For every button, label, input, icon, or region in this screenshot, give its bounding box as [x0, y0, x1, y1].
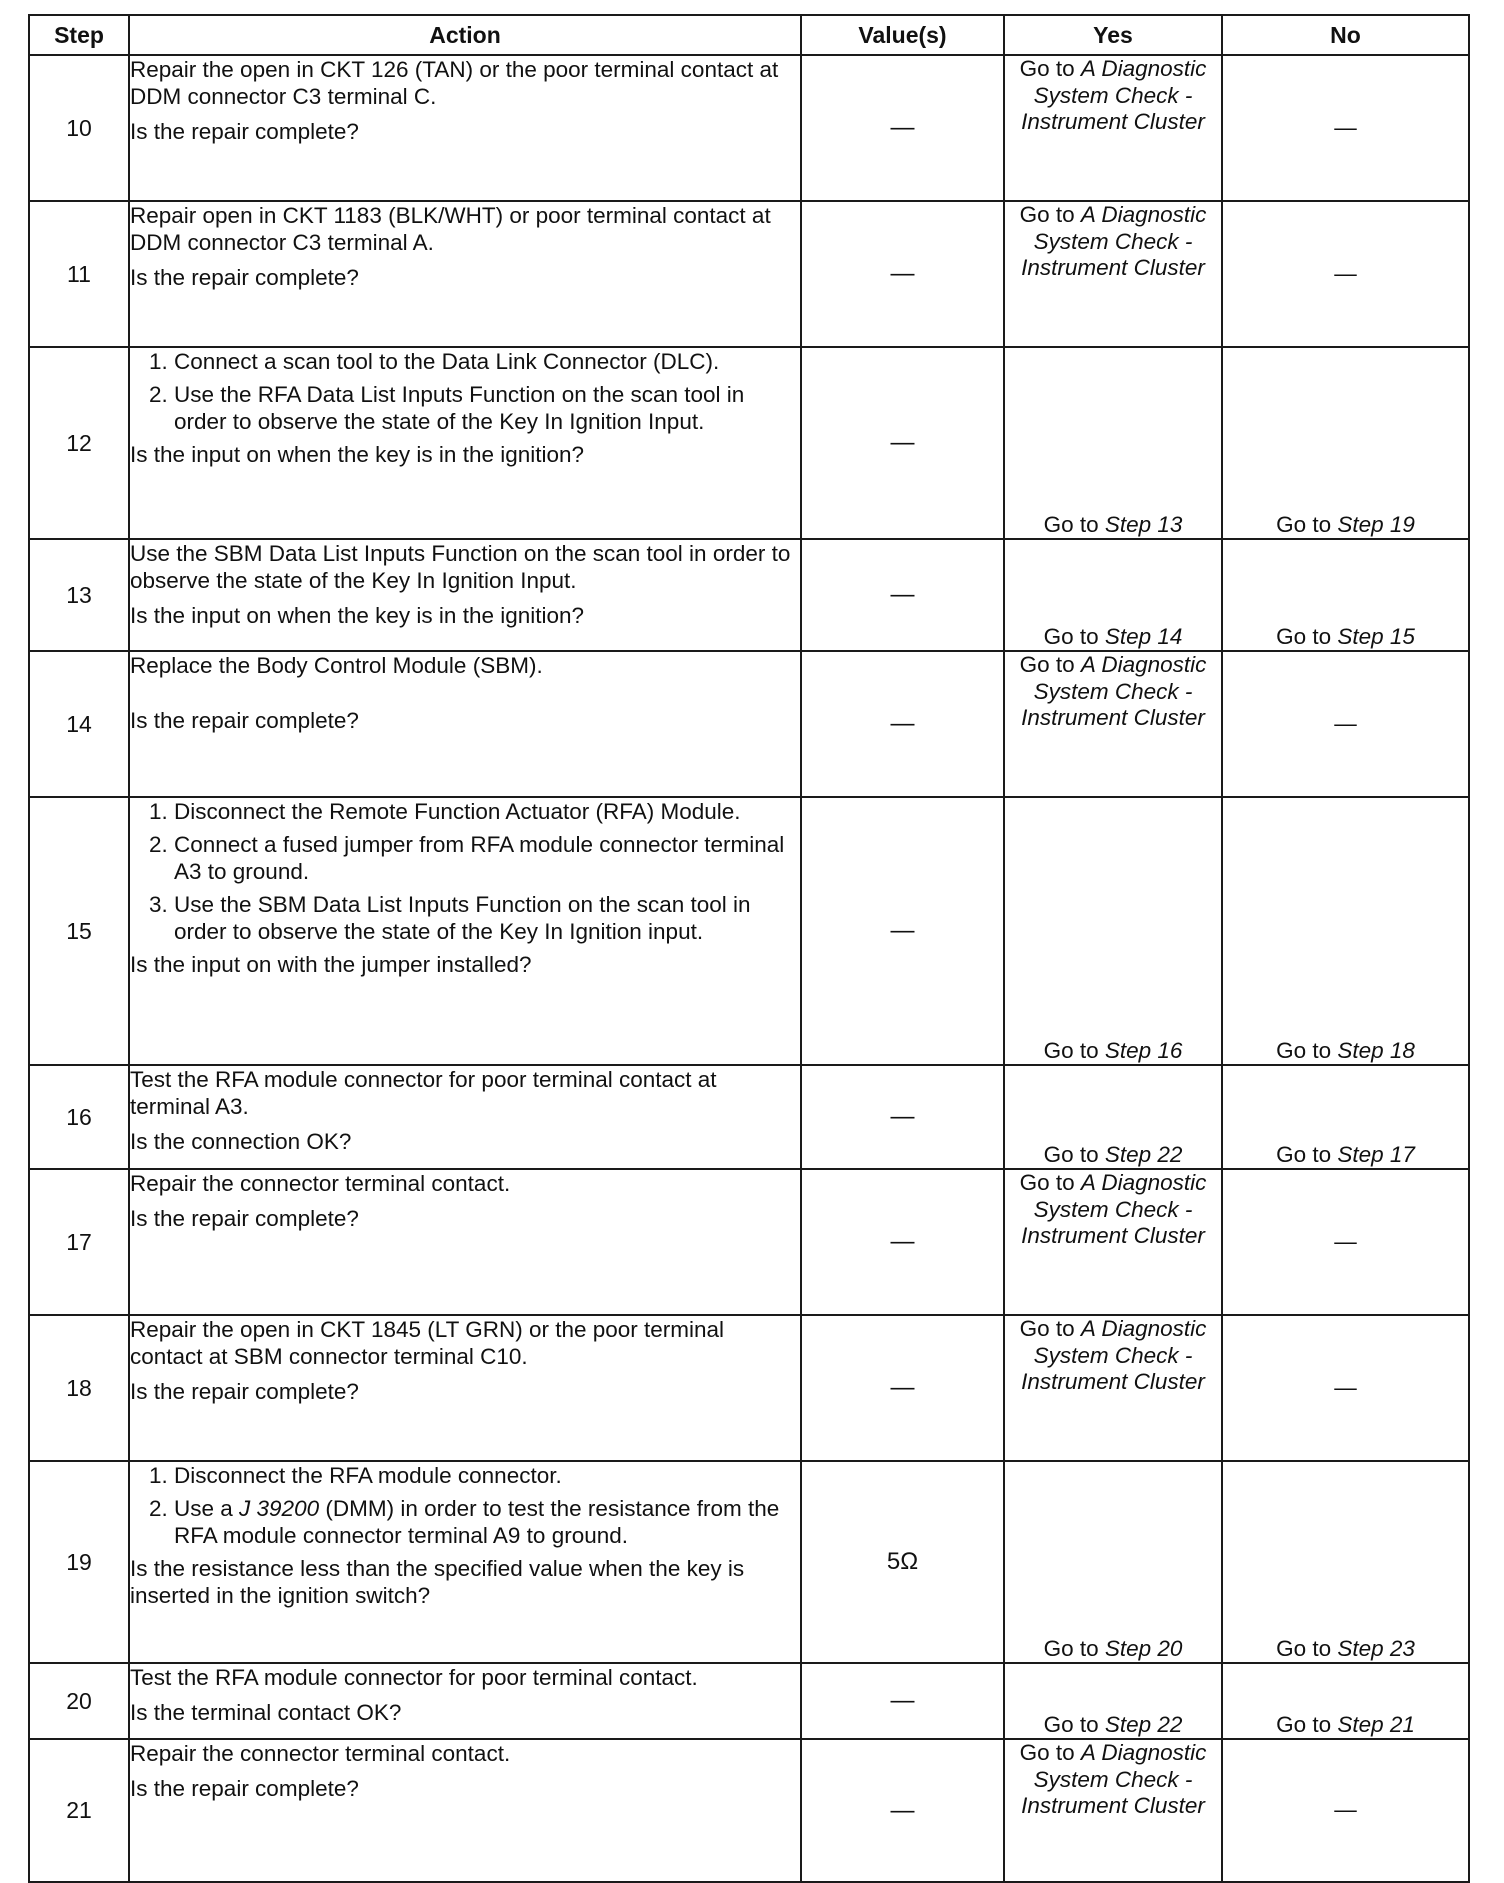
action-question: Is the repair complete? — [130, 119, 359, 144]
header-values: Value(s) — [801, 15, 1004, 55]
goto-prefix: Go to — [1019, 56, 1075, 81]
header-action: Action — [129, 15, 801, 55]
yes-cell — [1004, 55, 1222, 201]
no-cell — [1222, 1065, 1469, 1169]
table-row — [29, 1169, 1469, 1315]
goto-prefix: Go to — [1019, 1170, 1075, 1195]
goto-prefix: Go to — [1019, 652, 1075, 677]
no-cell — [1222, 1663, 1469, 1739]
goto-link[interactable]: Step 23 — [1337, 1635, 1415, 1661]
table-row — [29, 797, 1469, 1065]
goto-prefix: Go to — [1276, 1711, 1332, 1737]
substep — [174, 1462, 800, 1489]
action-cell — [129, 1315, 801, 1461]
action-question: Is the repair complete? — [130, 1206, 359, 1231]
action-cell — [129, 1461, 801, 1663]
goto-prefix: Go to — [1019, 202, 1075, 227]
action-question: Is the terminal contact OK? — [130, 1700, 402, 1725]
goto-prefix: Go to — [1043, 1635, 1099, 1661]
action-cell — [129, 1663, 801, 1739]
step-number: 11 — [29, 201, 129, 347]
no-cell — [1222, 347, 1469, 539]
goto-prefix: Go to — [1043, 1711, 1099, 1737]
action-question: Is the connection OK? — [130, 1129, 352, 1154]
goto-link[interactable]: Step 13 — [1104, 511, 1183, 537]
substep-list — [130, 798, 800, 945]
goto-prefix: Go to — [1276, 511, 1332, 537]
goto-link[interactable]: A Diagnostic System Check - Instrument Cluster — [1021, 652, 1207, 730]
action-cell — [129, 651, 801, 797]
yes-cell — [1004, 1663, 1222, 1739]
yes-cell — [1004, 1739, 1222, 1882]
action-cell — [129, 1065, 801, 1169]
goto-prefix: Go to — [1019, 1316, 1075, 1341]
table-row — [29, 201, 1469, 347]
step-number: 14 — [29, 651, 129, 797]
diagnostic-table — [28, 14, 1470, 1883]
step-number: 17 — [29, 1169, 129, 1315]
step-number: 21 — [29, 1739, 129, 1882]
goto-prefix: Go to — [1276, 1141, 1332, 1167]
goto-prefix: Go to — [1043, 1141, 1099, 1167]
substep-text: (DMM) in order to test the resistance from the RFA module connector terminal A9 to ground. — [174, 1496, 780, 1548]
table-header-row — [29, 15, 1469, 55]
action-cell — [129, 201, 801, 347]
substep: 2. Use the RFA Data List Inputs Function on the scan tool in order to observe the state of the Key In Ignition Input. — [174, 381, 800, 435]
tool-reference: J 39200 — [239, 1496, 320, 1521]
value-cell: 5Ω — [801, 1461, 1004, 1663]
goto-prefix: Go to — [1043, 511, 1099, 537]
table-row — [29, 1315, 1469, 1461]
action-question: Is the input on with the jumper installed? — [130, 952, 532, 977]
action-cell — [129, 797, 801, 1065]
step-number: 15 — [29, 797, 129, 1065]
yes-cell — [1004, 1315, 1222, 1461]
action-text: Repair the connector terminal contact. — [130, 1741, 511, 1766]
yes-cell — [1004, 539, 1222, 651]
table-row — [29, 651, 1469, 797]
goto-link[interactable]: Step 15 — [1337, 623, 1415, 649]
goto-link[interactable]: Step 17 — [1337, 1141, 1415, 1167]
value-cell: — — [801, 55, 1004, 201]
step-number: 12 — [29, 347, 129, 539]
goto-link[interactable]: A Diagnostic System Check - Instrument Cluster — [1021, 1170, 1207, 1248]
no-cell: — — [1222, 55, 1469, 201]
substep: 3. Use the SBM Data List Inputs Function on the scan tool in order to observe the state of the Key In Ignition input. — [174, 891, 800, 945]
action-cell — [129, 1169, 801, 1315]
substep-text: Use a — [174, 1496, 240, 1521]
no-cell — [1222, 539, 1469, 651]
action-cell — [129, 1739, 801, 1882]
goto-link[interactable]: Step 20 — [1104, 1635, 1183, 1661]
table-row — [29, 347, 1469, 539]
substep — [174, 1495, 800, 1549]
step-number: 10 — [29, 55, 129, 201]
no-cell: — — [1222, 1739, 1469, 1882]
table-row — [29, 1065, 1469, 1169]
action-text: Test the RFA module connector for poor terminal contact. — [130, 1665, 698, 1690]
action-question: Is the resistance less than the specified value when the key is inserted in the ignition switch? — [130, 1556, 745, 1608]
value-cell: — — [801, 1315, 1004, 1461]
action-text: Repair open in CKT 1183 (BLK/WHT) or poor terminal contact at DDM connector C3 terminal A. — [130, 203, 771, 255]
action-cell — [129, 347, 801, 539]
value-cell: — — [801, 201, 1004, 347]
goto-prefix: Go to — [1276, 1037, 1332, 1063]
action-cell — [129, 539, 801, 651]
goto-link[interactable]: A Diagnostic System Check - Instrument Cluster — [1021, 202, 1207, 280]
value-cell: — — [801, 797, 1004, 1065]
table-row — [29, 55, 1469, 201]
action-text: Repair the open in CKT 1845 (LT GRN) or the poor terminal contact at SBM connector terminal C10. — [130, 1317, 725, 1369]
action-text: Use the SBM Data List Inputs Function on the scan tool in order to observe the state of the Key In Ignition Input. — [130, 541, 791, 593]
step-number: 13 — [29, 539, 129, 651]
goto-link[interactable]: Step 16 — [1104, 1037, 1183, 1063]
goto-prefix: Go to — [1043, 1037, 1099, 1063]
header-no: No — [1222, 15, 1469, 55]
substep-list — [130, 1462, 800, 1549]
action-question: Is the repair complete? — [130, 1776, 359, 1801]
no-cell: — — [1222, 651, 1469, 797]
goto-link[interactable]: Step 21 — [1337, 1711, 1415, 1737]
yes-cell — [1004, 1169, 1222, 1315]
yes-cell — [1004, 651, 1222, 797]
goto-prefix: Go to — [1043, 623, 1099, 649]
step-number: 18 — [29, 1315, 129, 1461]
table-row — [29, 1663, 1469, 1739]
step-number: 16 — [29, 1065, 129, 1169]
action-text: Test the RFA module connector for poor terminal contact at terminal A3. — [130, 1067, 717, 1119]
no-cell: — — [1222, 201, 1469, 347]
goto-link[interactable]: Step 18 — [1337, 1037, 1415, 1063]
yes-cell — [1004, 347, 1222, 539]
no-cell: — — [1222, 1315, 1469, 1461]
header-yes: Yes — [1004, 15, 1222, 55]
value-cell: — — [801, 1663, 1004, 1739]
action-question: Is the repair complete? — [130, 265, 359, 290]
substep: 1. Connect a scan tool to the Data Link Connector (DLC). — [174, 348, 800, 375]
action-text: Replace the Body Control Module (SBM). — [130, 653, 543, 678]
goto-link[interactable]: A Diagnostic System Check - Instrument Cluster — [1021, 1316, 1207, 1394]
yes-cell — [1004, 797, 1222, 1065]
goto-link[interactable]: Step 14 — [1104, 623, 1183, 649]
goto-link[interactable]: A Diagnostic System Check - Instrument Cluster — [1021, 56, 1207, 134]
substep: 2. Connect a fused jumper from RFA module connector terminal A3 to ground. — [174, 831, 800, 885]
value-cell: — — [801, 1065, 1004, 1169]
goto-prefix: Go to — [1019, 1740, 1075, 1765]
value-cell: — — [801, 1169, 1004, 1315]
yes-cell — [1004, 1461, 1222, 1663]
substep-list — [130, 348, 800, 435]
yes-cell — [1004, 201, 1222, 347]
value-cell: — — [801, 539, 1004, 651]
goto-prefix: Go to — [1276, 623, 1332, 649]
value-cell: — — [801, 347, 1004, 539]
table-row — [29, 1739, 1469, 1882]
no-cell — [1222, 1461, 1469, 1663]
substep-text: Disconnect the RFA module connector. — [174, 1463, 562, 1488]
yes-cell — [1004, 1065, 1222, 1169]
action-question: Is the input on when the key is in the ignition? — [130, 603, 585, 628]
value-cell: — — [801, 1739, 1004, 1882]
goto-link[interactable]: Step 19 — [1337, 511, 1415, 537]
action-cell — [129, 55, 801, 201]
substep: 1. Disconnect the Remote Function Actuator (RFA) Module. — [174, 798, 800, 825]
action-question: Is the repair complete? — [130, 708, 359, 733]
action-text: Repair the open in CKT 126 (TAN) or the poor terminal contact at DDM connector C3 terminal C. — [130, 57, 779, 109]
goto-link[interactable]: A Diagnostic System Check - Instrument Cluster — [1021, 1740, 1207, 1818]
goto-link[interactable]: Step 22 — [1104, 1711, 1183, 1737]
no-cell — [1222, 797, 1469, 1065]
header-step: Step — [29, 15, 129, 55]
action-question: Is the input on when the key is in the ignition? — [130, 442, 585, 467]
value-cell: — — [801, 651, 1004, 797]
action-text: Repair the connector terminal contact. — [130, 1171, 511, 1196]
table-row — [29, 539, 1469, 651]
diagnostic-table-page — [28, 14, 1468, 1869]
step-number: 20 — [29, 1663, 129, 1739]
action-question: Is the repair complete? — [130, 1379, 359, 1404]
table-row — [29, 1461, 1469, 1663]
goto-prefix: Go to — [1276, 1635, 1332, 1661]
goto-link[interactable]: Step 22 — [1104, 1141, 1183, 1167]
step-number: 19 — [29, 1461, 129, 1663]
no-cell: — — [1222, 1169, 1469, 1315]
